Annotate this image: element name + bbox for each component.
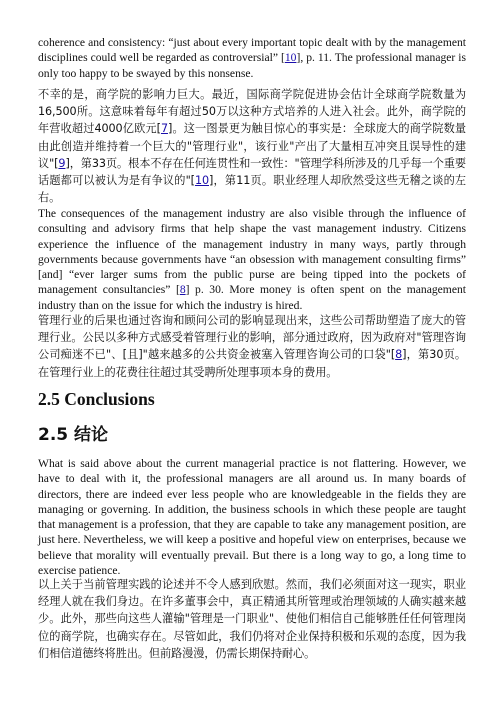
text-segment: ]。这一图景更为触目惊心的事实是：全球庞大的商学院数量由此创造并维持着一个巨大的"管理行业"，该行业"产出了大量相互冲突且误导性的建议"[ bbox=[38, 122, 466, 170]
paragraph-en-2 bbox=[38, 206, 466, 313]
paragraph-zh-2 bbox=[38, 312, 466, 381]
text-segment: ] p. 30. More money is often spent on the management industry than on the issue for which the industry is hired. bbox=[38, 283, 466, 312]
citation-link[interactable]: 10 bbox=[194, 174, 209, 188]
text-segment: 不幸的是，商学院的影响力巨大。最近，国际商学院促进协会估计全球商学院数量为16,500所。这意味着每年有超过50万以这种方式培养的人进入社会。此外，商学院的年营收超过4000亿欧元[ bbox=[38, 88, 466, 136]
citation-link[interactable]: 7 bbox=[160, 122, 168, 136]
citation-link[interactable]: 9 bbox=[58, 156, 66, 170]
text-segment: ], p. 11. The professional manager is only too happy to be swayed by this nonsense. bbox=[38, 51, 466, 80]
paragraph-en-3: What is said above about the current managerial practice is not flattering. However, we have to deal with it, the professional managers are all around us. In many boards of directors, there are indeed ever less people who are knowledgeable in the fields they are managing or governing. In addition, the business schools in which these people are taught that management is a profession, that they are capable to take any management position, are just here. Nevertheless, we will keep a positive and hopeful view on enterprises, because we believe that morality will eventually prevail. But there is a long way to go, a long time to exercise patience. bbox=[38, 457, 466, 578]
paragraph-zh-1 bbox=[38, 86, 466, 206]
text-segment: 管理行业的后果也通过咨询和顾问公司的影响显现出来，这些公司帮助塑造了庞大的管理行业。公民以多种方式感受着管理行业的影响，部分通过政府，因为政府对"管理咨询公司痴迷不已"、[且]"越来越多的公共资金被塞入管理咨询公司的口袋"[ bbox=[38, 314, 466, 362]
citation-link[interactable]: 8 bbox=[179, 283, 186, 297]
text-segment: ]，第11页。职业经理人却欣然受这些无稽之谈的左右。 bbox=[38, 174, 467, 205]
text-segment: The consequences of the management industry are also visible through the influence of consulting and advisory firms that help shape the vast management industry. Citizens experience the influence of the management industry in many ways, partly through governments because governments have “an obsession with management consulting firms” [and] “ever larger sums from the public purse are being tipped into the pockets of management consultancies” [ bbox=[38, 207, 466, 297]
text-segment: coherence and consistency: “just about every important topic dealt with by the management disciplines could well be regarded as controversial” [ bbox=[38, 36, 466, 65]
citation-link[interactable]: 8 bbox=[395, 348, 403, 362]
section-heading-en: 2.5 Conclusions bbox=[38, 389, 155, 409]
paragraph-zh-3: 以上关于当前管理实践的论述并不令人感到欣慰。然而，我们必须面对这一现实，职业经理人就在我们身边。在许多董事会中，真正精通其所管理或治理领域的人确实越来越少。此外，那些向这些人灌输"管理是一门职业"、使他们相信自己能够胜任任何管理岗位的商学院，也确实存在。尽管如此，我们仍将对企业保持积极和乐观的态度，因为我们相信道德终将胜出。但前路漫漫，仍需长期保持耐心。 bbox=[38, 578, 466, 660]
paragraph-en-1 bbox=[38, 35, 466, 81]
citation-link[interactable]: 10 bbox=[284, 51, 297, 65]
section-heading-zh: 2.5 结论 bbox=[38, 425, 109, 445]
text-segment: ]，第30页。在管理行业上的花费往往超过其受聘所处理事项本身的费用。 bbox=[38, 348, 466, 379]
text-segment: ]，第33页。根本不存在任何连贯性和一致性："管理学科所涉及的几乎每一个重要话题都可以被认为是有争议的"[ bbox=[38, 156, 466, 188]
